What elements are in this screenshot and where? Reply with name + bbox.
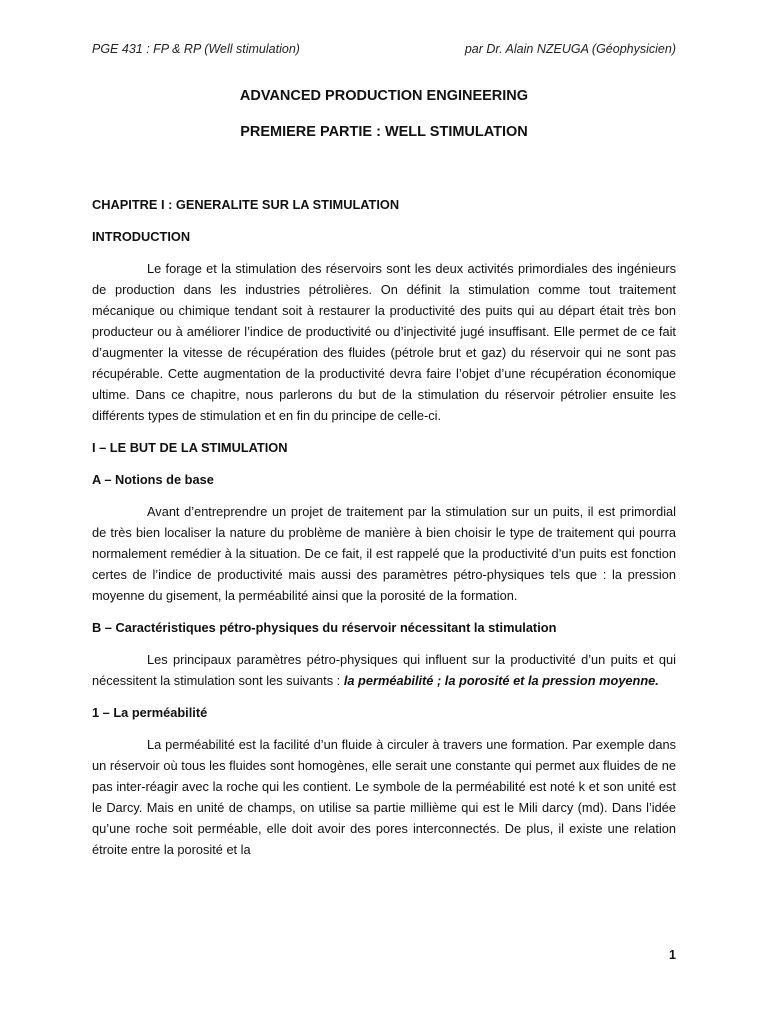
page-number: 1 [669,948,676,962]
subsection-b-paragraph [92,649,676,691]
subsection-b-text: Les principaux paramètres pétro-physiques qui influent sur la productivité d’un puits et qui nécessitent la stimulation sont les suivants : [92,652,676,688]
subsection-b-emphasis: la perméabilité ; la porosité et la pression moyenne. [343,673,659,688]
section-1-heading: I – LE BUT DE LA STIMULATION [92,440,288,455]
page-header [92,42,676,56]
introduction-paragraph: Le forage et la stimulation des réservoirs sont les deux activités primordiales des ingénieurs de production dans les industries pétrolières. On définit la stimulation comme tout traitement mécanique ou chimique tendant soit à restaurer la productivité des puits qui au départ était très bon producteur ou à améliorer l’indice de productivité ou d’injectivité jugé insuffisant. Elle permet de ce fait d’augmenter la vitesse de récupération des fluides (pétrole brut et gaz) du réservoir qui ne sont pas récupérable. Cette augmentation de la productivité devra faire l’objet d’une récupération économique ultime. Dans ce chapitre, nous parlerons du but de la stimulation du réservoir pétrolier ensuite les différents types de stimulation et en fin du principe de celle-ci. [92,261,676,423]
document-body [92,194,676,871]
document-subtitle: PREMIERE PARTIE : WELL STIMULATION [240,124,528,140]
introduction-heading: INTRODUCTION [92,229,191,244]
subsection-1-heading: 1 – La perméabilité [92,705,208,720]
chapter-heading: CHAPITRE I : GENERALITE SUR LA STIMULATION [92,197,400,212]
subsection-a-paragraph: Avant d’entreprendre un projet de traitement par la stimulation sur un puits, il est primordial de très bien localiser la nature du problème de manière à bien choisir le type de traitement qui pourra normalement remédier à la situation. De ce fait, il est rappelé que la productivité d’un puits est fonction certes de l’indice de productivité mais aussi des paramètres pétro-physiques tels que : la pression moyenne du gisement, la perméabilité ainsi que la porosité de la formation. [92,504,676,603]
subsection-b-heading: B – Caractéristiques pétro-physiques du réservoir nécessitant la stimulation [92,620,557,635]
header-course: PGE 431 : FP & RP (Well stimulation) [92,42,300,56]
subsection-a-heading: A – Notions de base [92,472,214,487]
header-author: par Dr. Alain NZEUGA (Géophysicien) [464,42,676,56]
document-title: ADVANCED PRODUCTION ENGINEERING [239,88,529,104]
subsection-1-paragraph: La perméabilité est la facilité d’un fluide à circuler à travers une formation. Par exemple dans un réservoir où tous les fluides sont homogènes, elle serait une constante qui permet aux fluides de ne pas inter-réagir avec la roche qui les contient. Le symbole de la perméabilité est noté k et son unité est le Darcy. Mais en unité de champs, on utilise sa partie millième qui est le Mili darcy (md). Dans l’idée qu’une roche soit perméable, elle doit avoir des pores interconnectés. De plus, il existe une relation étroite entre la porosité et la [92,737,676,857]
